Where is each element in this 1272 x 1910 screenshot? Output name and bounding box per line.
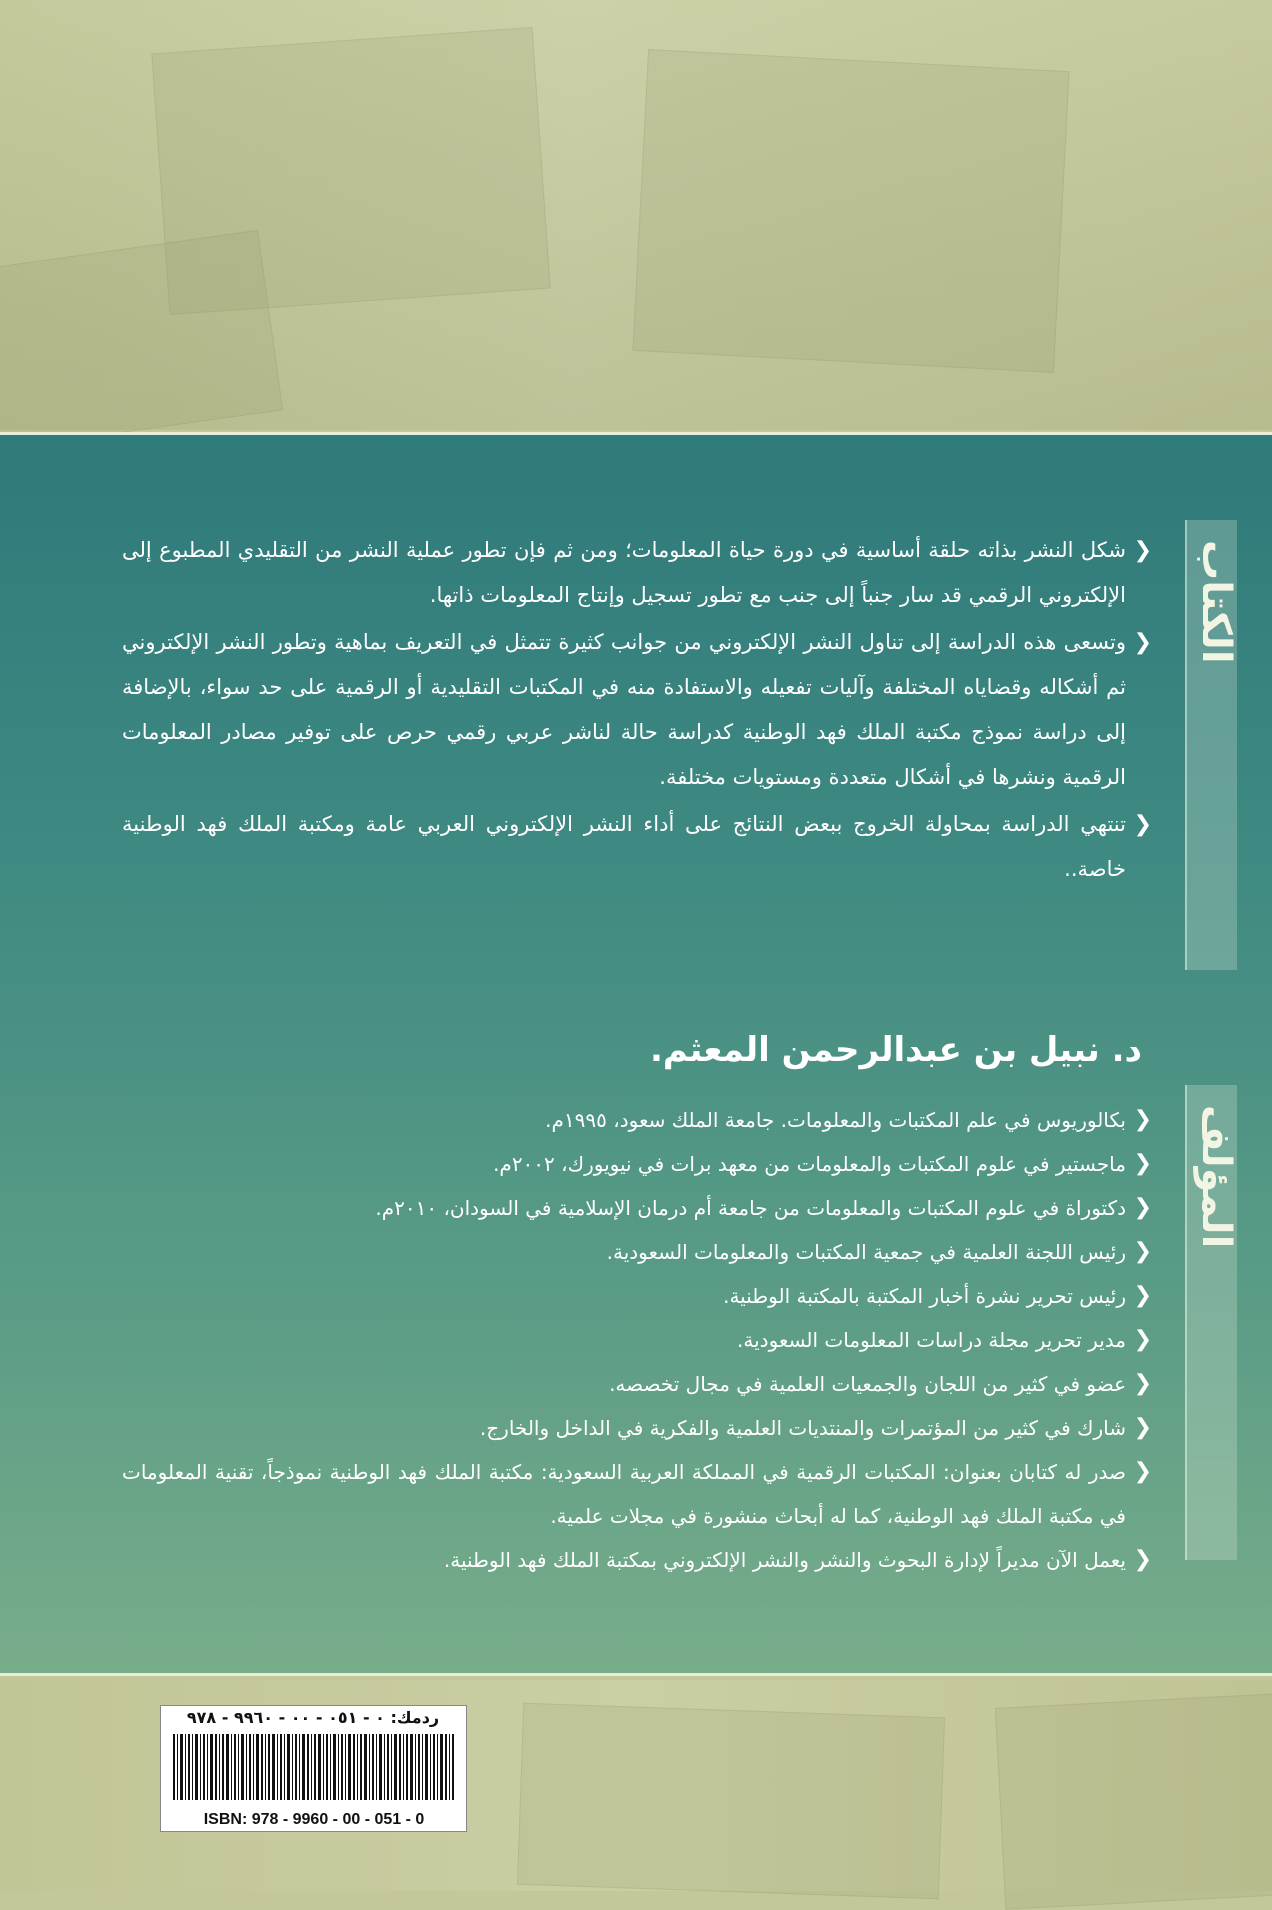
author-item-text: صدر له كتابان بعنوان: المكتبات الرقمية في المملكة العربية السعودية: مكتبة الملك فهد الوطنية نموذجاً، تقنية المعلومات في مكتبة الملك فهد الوطنية، كما له أبحاث منشورة في مجلات علمية. [122, 1460, 1126, 1528]
book-description [122, 528, 1152, 894]
book-side-tab [1185, 520, 1237, 970]
author-item-text: بكالوريوس في علم المكتبات والمعلومات. جامعة الملك سعود، ١٩٩٥م. [545, 1108, 1126, 1132]
chevron-left-icon: ❮ [1133, 1195, 1152, 1220]
chevron-left-icon: ❮ [1133, 1107, 1152, 1132]
author-item-text: مدير تحرير مجلة دراسات المعلومات السعودية. [737, 1328, 1126, 1352]
author-item-text: دكتوراة في علوم المكتبات والمعلومات من جامعة أم درمان الإسلامية في السودان، ٢٠١٠م. [375, 1196, 1126, 1220]
list-item [122, 1318, 1152, 1362]
list-item [122, 1230, 1152, 1274]
chevron-left-icon: ❮ [1133, 1371, 1152, 1396]
background-paper-shape [995, 1692, 1272, 1910]
author-side-tab [1185, 1085, 1237, 1560]
list-item [122, 1362, 1152, 1406]
chevron-left-icon: ❮ [1133, 538, 1152, 563]
chevron-left-icon: ❮ [1133, 1547, 1152, 1572]
list-item [122, 1186, 1152, 1230]
book-paragraph-text: وتسعى هذه الدراسة إلى تناول النشر الإلكتروني من جوانب كثيرة تتمثل في التعريف بماهية وتطور النشر الإلكتروني ثم أشكاله وقضاياه المختلفة وآليات تفعيله والاستفادة منه في المكتبات التقليدية أو الرقمية على حد سواء، بالإضافة إلى دراسة نموذج مكتبة الملك فهد الوطنية كدراسة حالة لناشر عربي رقمي حرص على توفير مصادر المعلومات الرقمية ونشرها في أشكال متعددة ومستويات مختلفة. [122, 630, 1126, 789]
author-tab-label: المؤلف [1193, 1105, 1239, 1249]
background-paper-shape [517, 1703, 945, 1900]
chevron-left-icon: ❮ [1133, 1415, 1152, 1440]
list-item [122, 1406, 1152, 1450]
barcode-bars-icon [171, 1734, 456, 1800]
isbn-label: ISBN: 978 - 9960 - 00 - 051 - 0 [203, 1811, 425, 1828]
book-paragraph-text: شكل النشر بذاته حلقة أساسية في دورة حياة المعلومات؛ ومن ثم فإن تطور عملية النشر من التقليدي المطبوع إلى الإلكتروني الرقمي قد سار جنباً إلى جنب مع تطور تسجيل وإنتاج المعلومات ذاتها. [122, 538, 1126, 607]
list-item [122, 1450, 1152, 1538]
author-bio [122, 1098, 1152, 1582]
list-item [122, 802, 1152, 892]
author-item-text: ماجستير في علوم المكتبات والمعلومات من معهد برات في نيويورك، ٢٠٠٢م. [493, 1152, 1126, 1176]
list-item [122, 1274, 1152, 1318]
author-item-text: رئيس اللجنة العلمية في جمعية المكتبات والمعلومات السعودية. [606, 1240, 1126, 1264]
book-paragraph-text: تنتهي الدراسة بمحاولة الخروج ببعض النتائج على أداء النشر الإلكتروني العربي عامة ومكتبة الملك فهد الوطنية خاصة.. [122, 812, 1126, 881]
author-item-text: يعمل الآن مديراً لإدارة البحوث والنشر والنشر الإلكتروني بمكتبة الملك فهد الوطنية. [443, 1548, 1126, 1572]
author-item-text: رئيس تحرير نشرة أخبار المكتبة بالمكتبة الوطنية. [723, 1284, 1126, 1308]
background-paper-shape [0, 230, 283, 452]
list-item [122, 620, 1152, 800]
chevron-left-icon: ❮ [1133, 1327, 1152, 1352]
author-item-text: عضو في كثير من اللجان والجمعيات العلمية في مجال تخصصه. [609, 1372, 1126, 1396]
rdmk-label: ردمك: ٠ - ٠٥١ - ٠٠ - ٩٩٦٠ - ٩٧٨ [186, 1708, 440, 1727]
chevron-left-icon: ❮ [1133, 1283, 1152, 1308]
book-tab-label: الكتاب [1193, 540, 1239, 664]
author-name: د. نبيل بن عبدالرحمن المعثم. [649, 1030, 1142, 1070]
list-item [122, 1538, 1152, 1582]
chevron-left-icon: ❮ [1133, 1239, 1152, 1264]
chevron-left-icon: ❮ [1133, 1151, 1152, 1176]
list-item [122, 1142, 1152, 1186]
chevron-left-icon: ❮ [1133, 812, 1152, 837]
barcode [160, 1705, 467, 1832]
list-item [122, 528, 1152, 618]
background-paper-shape [632, 49, 1069, 373]
chevron-left-icon: ❮ [1133, 1459, 1152, 1484]
top-background [0, 0, 1272, 430]
author-item-text: شارك في كثير من المؤتمرات والمنتديات العلمية والفكرية في الداخل والخارج. [479, 1416, 1126, 1440]
chevron-left-icon: ❮ [1133, 630, 1152, 655]
list-item [122, 1098, 1152, 1142]
